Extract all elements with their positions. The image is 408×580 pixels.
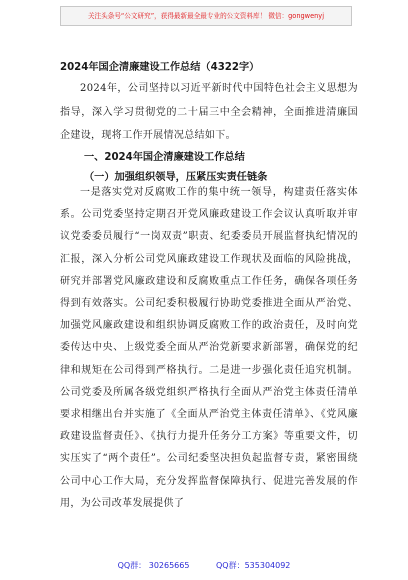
intro-paragraph: 2024年，公司坚持以习近平新时代中国特色社会主义思想为指导，深入学习贯彻党的二十届三中全会精神，全面推进清廉国企建设，现将工作开展情况总结如下。 <box>60 83 358 142</box>
document-title: 2024年国企清廉建设工作总结（4322字） <box>60 62 260 73</box>
body-paragraph: 一是落实党对反腐败工作的集中统一领导，构建责任落实体系。公司党委坚持定期召开党风廉政建设工作会议认真听取并审议党委委员履行“一岗双责”职责、纪委委员开展监督执纪情况的汇报，深入分析公司党风廉政建设工作现状及面临的风险挑战，研究并部署党风廉政建设和反腐败重点工作任务，确保各项任务得到有效落实。公司纪委积极履行协助党委推进全面从严治党、加强党风廉政建设和组织协调反腐败工作的政治责任，及时向党委传达中央、上级党委全面从严治党新要求新部署，确保党的纪律和规矩在公司得到严格执行。二是进一步强化责任追究机制。公司党委及所属各级党组织严格执行全面从严治党主体责任清单要求相继出台并实施了《全面从严治党主体责任清单》、《党风廉政建设监督责任》、《执行力提升任务分工方案》等重要文件，切实压实了“两个责任”。公司纪委坚决担负起监督专责，紧密围绕公司中心工作大局，充分发挥监督保障执行、促进完善发展的作用，为公司改革发展提供了 <box>60 187 358 509</box>
promo-banner <box>60 6 352 26</box>
footer-qq-group-2: QQ群：535304092 <box>216 561 291 570</box>
promo-banner-text: 关注头条号“公文研究”，获得最新最全最专业的公文资料库！ 微信：gongwenyj <box>87 12 325 20</box>
section-heading: 一、2024年国企清廉建设工作总结 <box>84 152 245 163</box>
page-footer <box>0 560 408 574</box>
subsection-heading: （一）加强组织领导，压紧压实责任链条 <box>84 172 268 183</box>
footer-qq-group-1: QQ群： 30265665 <box>117 561 190 570</box>
